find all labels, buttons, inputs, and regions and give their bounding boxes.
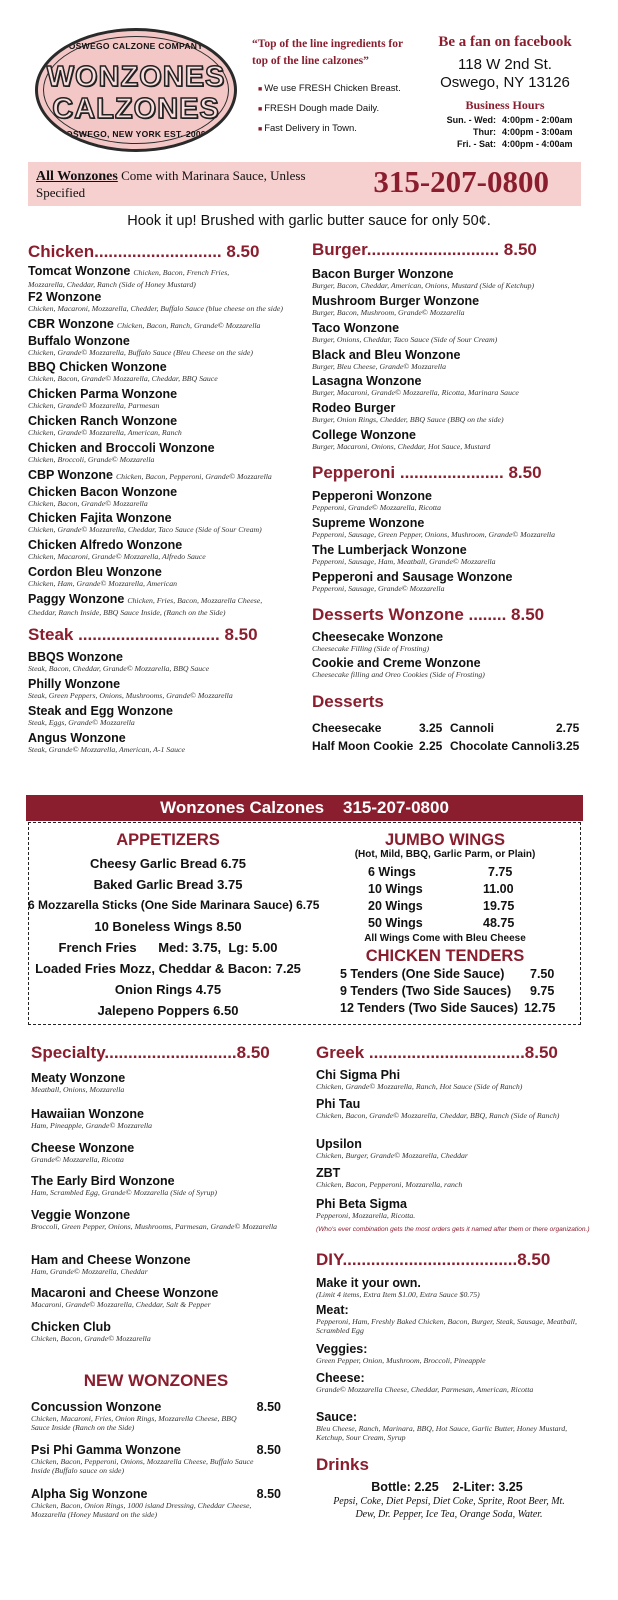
menu-item (31, 1174, 281, 1197)
item-description: Chicken, Bacon, Grande© Mozzarella (31, 1334, 151, 1343)
item-description: Cheddar, Ranch Inside, BBQ Sauce Inside, (Ranch on the Side) (28, 608, 226, 617)
menu-item (28, 441, 318, 464)
diy-limit: (Limit 4 items, Extra Item $1.00, Extra Sauce $0.75) (316, 1290, 480, 1299)
menu-item (312, 428, 607, 451)
item-name: ZBT (316, 1166, 341, 1180)
item-description: Chicken, Broccoli, Grande© Mozzarella (28, 455, 155, 464)
item-description: Chicken, Bacon, Ranch, Grande© Mozzarella (116, 321, 261, 330)
item-description: Burger, Onion Rings, Chedder, BBQ Sauce (BBQ on the side) (312, 415, 504, 424)
dessert-price: 2.25 (419, 739, 443, 753)
item-price: 8.50 (256, 1443, 281, 1457)
item-name: Upsilon (316, 1137, 362, 1151)
dessert-price: 2.75 (556, 721, 580, 735)
item-description: Chicken, Macaroni, Fries, Onion Rings, Mozzarella Cheese, BBQ Sauce Inside (Ranch on the Side) (31, 1414, 237, 1432)
item-name: Ham and Cheese Wonzone (31, 1253, 191, 1267)
item-description: Chicken, Macaroni, Grande© Mozzarella, Alfredo Sauce (28, 552, 206, 561)
item-description: Chicken, Bacon, Grande© Mozzarella, Cheddar, BBQ Sauce (28, 374, 218, 383)
drinks-header: Drinks (316, 1455, 369, 1474)
item-name: Philly Wonzone (28, 677, 121, 691)
item-name: Paggy Wonzone (28, 592, 125, 606)
pepperoni-header: Pepperoni ...................... 8.50 (312, 463, 542, 482)
hours-days: Fri. - Sat: (456, 139, 496, 149)
address-line2: Oswego, NY 13126 (440, 74, 570, 91)
item-price: 8.50 (256, 1487, 281, 1501)
item-name: Chi Sigma Phi (316, 1068, 401, 1082)
wings-note: All Wings Come with Bleu Cheese (364, 933, 526, 944)
menu-item (316, 1342, 578, 1365)
item-description: Chicken, Bacon, Pepperoni, Onions, Mozzarella Cheese, Buffalo Sauce Inside (Buffalo sauce on side) (31, 1457, 254, 1475)
banner-bold: All Wonzones (36, 169, 118, 184)
item-description: Chicken, Bacon, Grande© Mozzarella (28, 499, 148, 508)
logo-line1: WONZONES (46, 61, 226, 93)
hours-table (420, 114, 590, 150)
wings-sauces: (Hot, Mild, BBQ, Garlic Parm, or Plain) (354, 849, 536, 860)
tenders-header: CHICKEN TENDERS (365, 947, 525, 965)
item-name: Concussion Wonzone (31, 1400, 162, 1414)
menu-item (28, 468, 318, 484)
item-name: Chicken Alfredo Wonzone (28, 538, 183, 552)
appetizer-item: Jalepeno Poppers 6.50 (97, 1003, 239, 1018)
item-name: Tomcat Wonzone (28, 264, 131, 278)
menu-item (316, 1371, 578, 1394)
menu-item (28, 317, 318, 333)
dessert-price: 3.25 (419, 721, 443, 735)
item-description: Burger, Onions, Cheddar, Taco Sauce (Side of Sour Cream) (312, 335, 498, 344)
wings-item: 20 Wings (368, 899, 423, 913)
mid-banner: Wonzones Calzones 315-207-0800 (26, 795, 583, 821)
item-name: BBQS Wonzone (28, 650, 123, 664)
desserts-header: Desserts (312, 692, 384, 711)
menu-item (312, 489, 607, 512)
item-name: Cheesecake Wonzone (312, 630, 444, 644)
tenders-price: 9.75 (530, 984, 555, 998)
menu-item (28, 704, 318, 727)
item-name: Veggie Wonzone (31, 1208, 131, 1222)
logo (35, 28, 237, 152)
item-description: Pepperoni, Grande© Mozzarella, Ricotta (312, 503, 441, 512)
burger-header: Burger............................ 8.50 (312, 240, 537, 259)
menu-item (312, 401, 607, 424)
item-description: Pepperoni, Sausage, Ham, Meatball, Grande© Mozzarella (312, 557, 496, 566)
item-name: Buffalo Wonzone (28, 334, 130, 348)
wings-item: 6 Wings (368, 865, 416, 879)
tenders-price: 12.75 (524, 1001, 556, 1015)
item-description: Broccoli, Green Pepper, Onions, Mushrooms, Parmesan, Grande© Mozzarella (31, 1222, 278, 1231)
menu-item (312, 516, 607, 539)
menu-item (316, 1197, 578, 1220)
menu-item (312, 570, 607, 593)
marinara-banner (28, 162, 581, 206)
item-name: Psi Phi Gamma Wonzone (31, 1443, 181, 1457)
menu-item (316, 1068, 578, 1091)
steak-header: Steak .............................. 8.50 (28, 625, 258, 644)
item-name: Lasagna Wonzone (312, 374, 422, 388)
menu-item (316, 1097, 578, 1120)
item-description: Chicken, Grande© Mozzarella, Cheddar, Taco Sauce (Side of Sour Cream) (28, 525, 262, 534)
item-name: Chicken and Broccoli Wonzone (28, 441, 215, 455)
hook-it-up-note: Hook it up! Brushed with garlic butter sauce for only 50¢. (127, 213, 491, 229)
item-description: Steak, Green Peppers, Onions, Mushrooms, Grande© Mozzarella (28, 691, 233, 700)
item-name: Angus Wonzone (28, 731, 126, 745)
item-name: CBP Wonzone (28, 468, 113, 482)
hours-days: Thur: (473, 127, 496, 137)
drinks-list: Pepsi, Coke, Diet Pepsi, Diet Coke, Sprite, Root Beer, Mt. Dew, Dr. Pepper, Ice Tea, Orange Soda, Water. (333, 1496, 565, 1520)
item-description: Chicken, Macaroni, Mozzarella, Chedder, Buffalo Sauce (blue cheese on the side) (28, 304, 283, 313)
item-name: Chicken Ranch Wonzone (28, 414, 178, 428)
specialty-header: Specialty............................8.50 (31, 1043, 270, 1062)
item-description: Macaroni, Grande© Mozzarella, Cheddar, Salt & Pepper (31, 1300, 211, 1309)
item-name: Chicken Fajita Wonzone (28, 511, 172, 525)
wings-price: 11.00 (483, 882, 514, 896)
item-name: Chicken Club (31, 1320, 111, 1334)
item-description: Grande© Mozzarella Cheese, Cheddar, Parmesan, American, Ricotta (316, 1385, 534, 1394)
menu-item (31, 1400, 281, 1432)
menu-item (31, 1286, 281, 1309)
item-description: Chicken, Grande© Mozzarella, Parmesan (28, 401, 160, 410)
item-description: Chicken, Ham, Grande© Mozzarella, American (28, 579, 178, 588)
item-description: Burger, Bacon, Mushroom, Grande© Mozzarella (312, 308, 465, 317)
item-description: Steak, Grande© Mozzarella, American, A-1 Sauce (28, 745, 185, 754)
menu-item (312, 543, 607, 566)
hours-time: 4:00pm - 2:00am (502, 115, 573, 125)
menu-item (31, 1071, 281, 1094)
appetizer-item: 10 Boneless Wings 8.50 (94, 919, 242, 934)
wings-item: 10 Wings (368, 882, 423, 896)
menu-item (312, 321, 607, 344)
address (420, 56, 590, 92)
item-description: Cheesecake filling and Oreo Cookies (Side of Frosting) (312, 670, 485, 679)
dessert-item: Half Moon Cookie (312, 739, 414, 753)
menu-item (316, 1166, 578, 1189)
menu-item (28, 264, 318, 289)
item-description: Steak, Eggs, Grande© Mozzarella (28, 718, 135, 727)
item-name: Alpha Sig Wonzone (31, 1487, 148, 1501)
desserts-wonzone-header: Desserts Wonzone ........ 8.50 (312, 605, 545, 624)
hours-title: Business Hours (465, 98, 545, 112)
item-name: College Wonzone (312, 428, 416, 442)
wings-price: 7.75 (488, 865, 513, 879)
drinks-prices: Bottle: 2.25 2-Liter: 3.25 (371, 1480, 523, 1494)
feature-item: ■ Fast Delivery in Town. (258, 119, 401, 139)
menu-item (31, 1487, 281, 1519)
item-description: Green Pepper, Onion, Mushroom, Broccoli, Pineapple (316, 1356, 486, 1365)
menu-item (312, 630, 592, 653)
item-description: Chicken, Fries, Bacon, Mozzarella Cheese, (127, 596, 263, 605)
tenders-item: 5 Tenders (One Side Sauce) (340, 967, 505, 981)
banner-rest: Come with Marinara Sauce, Unless Specified (36, 168, 306, 200)
menu-item (312, 374, 607, 397)
menu-item (28, 485, 318, 508)
facebook-callout: Be a fan on facebook (438, 34, 572, 50)
item-name: Bacon Burger Wonzone (312, 267, 454, 281)
chicken-header: Chicken........................... 8.50 (28, 242, 260, 261)
tenders-price: 7.50 (530, 967, 555, 981)
diy-header: DIY.....................................8.50 (316, 1250, 551, 1269)
item-description: Grande© Mozzarella, Ricotta (31, 1155, 124, 1164)
item-name: Phi Beta Sigma (316, 1197, 407, 1211)
item-description: Ham, Scrambled Egg, Grande© Mozzarella (Side of Syrup) (31, 1188, 218, 1197)
appetizer-item: Loaded Fries Mozz, Cheddar & Bacon: 7.25 (35, 961, 301, 976)
item-description: Ham, Pineapple, Grande© Mozzarella (31, 1121, 153, 1130)
dessert-price: 3.25 (556, 739, 580, 753)
item-name: Chicken Bacon Wonzone (28, 485, 178, 499)
item-description: Chicken, Grande© Mozzarella, American, Ranch (28, 428, 182, 437)
menu-item (312, 294, 607, 317)
item-description: Chicken, Grande© Mozzarella, Buffalo Sauce (Bleu Cheese on the side) (28, 348, 253, 357)
feature-list (258, 79, 401, 139)
item-name: Cheese Wonzone (31, 1141, 135, 1155)
item-description: Mozzarella, Cheddar, Ranch (Side of Honey Mustard) (28, 280, 196, 289)
wings-price: 48.75 (483, 916, 515, 930)
wings-item: 50 Wings (368, 916, 423, 930)
item-description: Chicken, Bacon, French Fries, (133, 268, 230, 277)
appetizers-header: APPETIZERS (116, 831, 220, 849)
address-line1: 118 W 2nd St. (458, 56, 552, 73)
tagline: “Top of the line ingredients for top of the line calzones” (252, 38, 403, 67)
logo-bottom-text: OSWEGO, NEW YORK EST. 2009 (66, 129, 206, 139)
item-name: The Lumberjack Wonzone (312, 543, 467, 557)
menu-item (31, 1320, 281, 1343)
menu-item (31, 1443, 281, 1475)
menu-item (312, 267, 607, 290)
hours-time: 4:00pm - 4:00am (502, 139, 573, 149)
logo-top-text: OSWEGO CALZONE COMPANY (68, 41, 204, 51)
item-description: Pepperoni, Sausage, Green Pepper, Onions, Mushroom, Grande© Mozzarella (312, 530, 555, 539)
item-name: CBR Wonzone (28, 317, 114, 331)
item-name: The Early Bird Wonzone (31, 1174, 175, 1188)
item-description: Pepperoni, Sausage, Grande© Mozzarella (312, 584, 445, 593)
item-name: Mushroom Burger Wonzone (312, 294, 480, 308)
menu-item (31, 1107, 281, 1130)
banner-text (36, 168, 316, 201)
menu-item (28, 677, 318, 700)
item-name: Chicken Parma Wonzone (28, 387, 178, 401)
item-name: Meaty Wonzone (31, 1071, 126, 1085)
appetizer-item: 6 Mozzarella Sticks (One Side Marinara Sauce) 6.75 (28, 898, 320, 912)
item-name: Cheese: (316, 1371, 365, 1385)
item-description: Chicken, Bacon, Onion Rings, 1000 island Dressing, Cheddar Cheese, Mozzarella (Honey Mustard on the side) (31, 1501, 252, 1519)
appetizer-item: French Fries Med: 3.75, Lg: 5.00 (58, 940, 278, 955)
appetizer-item: Cheesy Garlic Bread 6.75 (89, 856, 247, 871)
menu-item (28, 731, 318, 754)
item-description: Burger, Bleu Cheese, Grande© Mozzarella (312, 362, 446, 371)
item-description: Chicken, Burger, Grande© Mozzarella, Cheddar (316, 1151, 468, 1160)
item-description: Chicken, Bacon, Pepperoni, Mozzarella, ranch (316, 1180, 463, 1189)
wings-header: JUMBO WINGS (384, 831, 506, 849)
item-description: Cheesecake Filling (Side of Frosting) (312, 644, 430, 653)
menu-item (312, 348, 607, 371)
greek-note: (Who's ever combination gets the most orders gets it named after them or there organization.) (316, 1226, 590, 1233)
hours-time: 4:00pm - 3:00am (502, 127, 573, 137)
logo-line2: CALZONES (52, 93, 220, 125)
item-name: BBQ Chicken Wonzone (28, 360, 167, 374)
item-name: Supreme Wonzone (312, 516, 425, 530)
item-name: Phi Tau (316, 1097, 361, 1111)
menu-item (28, 414, 318, 437)
menu-item (31, 1208, 281, 1231)
menu-item (28, 592, 318, 617)
item-description: Ham, Grande© Mozzarella, Cheddar (31, 1267, 148, 1276)
item-description: Pepperoni, Mozzarella, Ricotta. (316, 1211, 416, 1220)
item-description: Chicken, Grande© Mozzarella, Ranch, Hot Sauce (Side of Ranch) (316, 1082, 523, 1091)
menu-item (28, 565, 318, 588)
phone-number[interactable]: 315-207-0800 (373, 164, 549, 199)
item-description: Steak, Bacon, Cheddar, Grande© Mozzarella, BBQ Sauce (28, 664, 210, 673)
tenders-item: 12 Tenders (Two Side Sauces) (340, 1001, 519, 1015)
greek-header: Greek .................................8.50 (316, 1043, 558, 1062)
item-description: Chicken, Bacon, Pepperoni, Grande© Mozzarella (115, 472, 272, 481)
item-description: Pepperoni, Ham, Freshly Baked Chicken, Bacon, Burger, Steak, Sausage, Meatball, Scrambled Egg (316, 1317, 577, 1335)
item-name: Pepperoni and Sausage Wonzone (312, 570, 513, 584)
dessert-item: Cannoli (450, 721, 494, 735)
tenders-item: 9 Tenders (Two Side Sauces) (340, 984, 512, 998)
menu-item (31, 1253, 281, 1276)
menu-item (28, 290, 318, 313)
item-name: Rodeo Burger (312, 401, 396, 415)
item-name: Hawaiian Wonzone (31, 1107, 144, 1121)
item-name: Sauce: (316, 1410, 357, 1424)
menu-item (316, 1137, 578, 1160)
menu-item (28, 360, 318, 383)
dessert-item: Chocolate Cannoli (450, 739, 556, 753)
item-name: Pepperoni Wonzone (312, 489, 432, 503)
item-name: Cordon Bleu Wonzone (28, 565, 162, 579)
menu-item (28, 387, 318, 410)
menu-item (28, 650, 318, 673)
item-name: Steak and Egg Wonzone (28, 704, 173, 718)
menu-item (312, 656, 592, 679)
appetizer-item: Baked Garlic Bread 3.75 (93, 877, 243, 892)
item-description: Meatball, Onions, Mozzarella (31, 1085, 125, 1094)
item-price: 8.50 (256, 1400, 281, 1414)
item-description: Chicken, Bacon, Grande© Mozzarella, Cheddar, BBQ, Ranch (Side of Ranch) (316, 1111, 560, 1120)
item-name: Veggies: (316, 1342, 368, 1356)
feature-item: ■ We use FRESH Chicken Breast. (258, 79, 401, 99)
item-description: Burger, Macaroni, Onions, Cheddar, Hot Sauce, Mustard (312, 442, 491, 451)
diy-intro: Make it your own. (316, 1276, 421, 1290)
menu-item (28, 334, 318, 357)
hours-days: Sun. - Wed: (446, 115, 496, 125)
appetizer-item: Onion Rings 4.75 (114, 982, 222, 997)
item-name: Black and Bleu Wonzone (312, 348, 461, 362)
item-name: Meat: (316, 1303, 349, 1317)
item-description: Burger, Bacon, Cheddar, American, Onions, Mustard (Side of Ketchup) (312, 281, 535, 290)
menu-item (31, 1141, 281, 1164)
menu-item (316, 1303, 578, 1335)
item-name: Macaroni and Cheese Wonzone (31, 1286, 219, 1300)
feature-item: ■ FRESH Dough made Daily. (258, 99, 401, 119)
wings-price: 19.75 (483, 899, 515, 913)
item-description: Bleu Cheese, Ranch, Marinara, BBQ, Hot Sauce, Garlic Butter, Honey Mustard, Ketchup, Sour Cream, Syrup (316, 1424, 568, 1442)
menu-item (28, 538, 318, 561)
item-name: Cookie and Creme Wonzone (312, 656, 481, 670)
item-description: Burger, Macaroni, Grande© Mozzarella, Ricotta, Marinara Sauce (312, 388, 519, 397)
menu-item (28, 511, 318, 534)
dessert-item: Cheesecake (312, 721, 382, 735)
new-wonzones-header: NEW WONZONES (83, 1371, 229, 1390)
item-name: F2 Wonzone (28, 290, 102, 304)
item-name: Taco Wonzone (312, 321, 400, 335)
menu-item (316, 1410, 578, 1442)
